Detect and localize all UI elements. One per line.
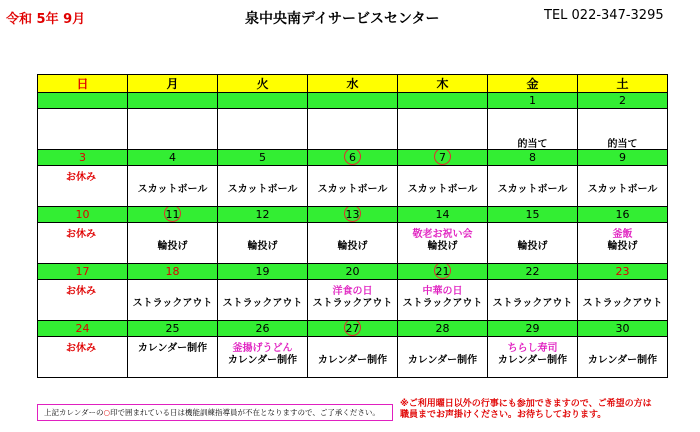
date-cell	[488, 207, 578, 223]
activity-label: カレンダー制作	[407, 355, 478, 366]
activity-cell	[38, 223, 128, 264]
legend-suffix: 印で囲まれている日は機能訓練指導員が不在となりますので、ご了承ください。	[110, 408, 380, 417]
date-cell	[218, 150, 308, 166]
weekday-header: 金	[488, 75, 578, 93]
date-cell	[578, 93, 668, 109]
date-number: 14	[435, 208, 450, 221]
date-cell	[38, 264, 128, 280]
activity-row	[38, 223, 668, 264]
date-cell	[398, 264, 488, 280]
activity-cell	[398, 109, 488, 150]
activity-label: スカットボール	[497, 184, 568, 195]
activity-cell	[128, 280, 218, 321]
activity-label: カレンダー制作	[227, 355, 298, 366]
closed-label: お休み	[66, 343, 96, 354]
date-cell	[398, 207, 488, 223]
activity-cell	[398, 280, 488, 321]
activity-label: スカットボール	[317, 184, 388, 195]
activity-label: スカットボール	[587, 184, 658, 195]
activity-label: ストラックアウト	[222, 298, 303, 309]
date-cell	[488, 264, 578, 280]
activity-label: スカットボール	[227, 184, 298, 195]
date-cell	[398, 93, 488, 109]
date-cell	[488, 150, 578, 166]
activity-cell	[38, 166, 128, 207]
activity-label: ストラックアウト	[402, 298, 483, 309]
weekday-header: 土	[578, 75, 668, 93]
circled-date-number: 7	[434, 150, 451, 166]
activity-cell	[308, 280, 398, 321]
date-cell	[488, 321, 578, 337]
activity-cell	[578, 166, 668, 207]
calendar-table	[37, 74, 668, 378]
event-label: 中華の日	[422, 286, 463, 297]
date-number: 22	[525, 265, 540, 278]
date-cell	[308, 93, 398, 109]
activity-label: 的当て	[517, 139, 548, 150]
date-cell	[38, 93, 128, 109]
date-cell	[488, 93, 578, 109]
activity-cell	[488, 337, 578, 378]
date-number: 1	[529, 94, 536, 107]
activity-cell	[128, 337, 218, 378]
activity-cell	[578, 223, 668, 264]
date-number: 8	[529, 151, 536, 164]
activity-cell	[308, 223, 398, 264]
activity-cell	[488, 223, 578, 264]
circle-mark-icon: ○	[103, 408, 111, 417]
closed-label: お休み	[66, 286, 96, 297]
activity-cell	[398, 166, 488, 207]
date-cell	[218, 207, 308, 223]
activity-label: カレンダー制作	[587, 355, 658, 366]
date-cell	[128, 321, 218, 337]
date-number: 2	[619, 94, 626, 107]
participation-note-line2: 職員までお声掛けください。お待ちしております。	[400, 410, 607, 420]
date-number: 24	[75, 322, 90, 335]
activity-label: スカットボール	[137, 184, 208, 195]
activity-cell	[488, 109, 578, 150]
activity-label: カレンダー制作	[497, 355, 568, 366]
activity-row	[38, 109, 668, 150]
date-cell	[578, 150, 668, 166]
date-cell	[398, 150, 488, 166]
activity-cell	[578, 337, 668, 378]
date-cell	[308, 150, 398, 166]
date-number: 9	[619, 151, 626, 164]
activity-cell	[218, 337, 308, 378]
activity-cell	[398, 337, 488, 378]
date-cell	[128, 207, 218, 223]
date-number: 17	[75, 265, 90, 278]
activity-cell	[308, 166, 398, 207]
activity-cell	[128, 166, 218, 207]
event-label: 釜揚げうどん	[232, 343, 293, 354]
participation-note-line1: ※ご利用曜日以外の行事にも参加できますので、ご希望の方は	[400, 399, 652, 409]
activity-label: 輪投げ	[427, 241, 458, 252]
date-number: 15	[525, 208, 540, 221]
circled-date-number: 13	[344, 207, 361, 223]
date-row	[38, 207, 668, 223]
activity-cell	[218, 223, 308, 264]
date-number: 20	[345, 265, 360, 278]
activity-label: 輪投げ	[157, 241, 188, 252]
date-cell	[218, 264, 308, 280]
date-number: 16	[615, 208, 630, 221]
activity-cell	[398, 223, 488, 264]
date-number: 29	[525, 322, 540, 335]
date-number: 23	[615, 265, 630, 278]
activity-label: 輪投げ	[337, 241, 368, 252]
date-number: 18	[165, 265, 180, 278]
date-cell	[398, 321, 488, 337]
weekday-header: 火	[218, 75, 308, 93]
date-number: 12	[255, 208, 270, 221]
activity-row	[38, 280, 668, 321]
date-number: 10	[75, 208, 90, 221]
weekday-header: 月	[128, 75, 218, 93]
date-cell	[578, 207, 668, 223]
date-cell	[128, 264, 218, 280]
date-number: 28	[435, 322, 450, 335]
activity-row	[38, 166, 668, 207]
date-number: 3	[79, 151, 86, 164]
legend-prefix: 上記カレンダーの	[44, 408, 104, 417]
activity-cell	[578, 280, 668, 321]
activity-cell	[38, 280, 128, 321]
phone-number: TEL 022-347-3295	[544, 8, 664, 23]
date-cell	[308, 207, 398, 223]
date-number: 26	[255, 322, 270, 335]
activity-label: 輪投げ	[607, 241, 638, 252]
closed-label: お休み	[66, 172, 96, 183]
date-number: 25	[165, 322, 180, 335]
activity-row	[38, 337, 668, 378]
date-row	[38, 150, 668, 166]
activity-cell	[38, 337, 128, 378]
weekday-header: 日	[38, 75, 128, 93]
calendar-month: 令和 5年 9月	[6, 12, 86, 27]
date-number: 5	[259, 151, 266, 164]
activity-label: ストラックアウト	[582, 298, 663, 309]
date-cell	[218, 321, 308, 337]
activity-label: ストラックアウト	[492, 298, 573, 309]
activity-label: ストラックアウト	[312, 298, 393, 309]
date-cell	[578, 264, 668, 280]
activity-cell	[218, 280, 308, 321]
circled-date-number: 21	[434, 264, 451, 280]
activity-label: 的当て	[607, 139, 638, 150]
event-label: 釜飯	[612, 229, 633, 240]
closed-label: お休み	[66, 229, 96, 240]
activity-cell	[38, 109, 128, 150]
participation-note	[400, 399, 700, 421]
activity-cell	[308, 109, 398, 150]
circle-legend-note	[37, 404, 393, 421]
date-cell	[308, 264, 398, 280]
circled-date-number: 27	[344, 321, 361, 337]
date-row	[38, 321, 668, 337]
page-title: 泉中央南デイサービスセンター	[245, 11, 440, 27]
date-row	[38, 93, 668, 109]
activity-label: カレンダー制作	[137, 343, 208, 354]
circled-date-number: 6	[344, 150, 361, 166]
activity-cell	[578, 109, 668, 150]
date-number: 30	[615, 322, 630, 335]
date-row	[38, 264, 668, 280]
weekday-header: 水	[308, 75, 398, 93]
activity-cell	[488, 166, 578, 207]
activity-cell	[218, 109, 308, 150]
date-cell	[128, 150, 218, 166]
event-label: ちらし寿司	[507, 343, 558, 354]
activity-cell	[308, 337, 398, 378]
activity-cell	[128, 223, 218, 264]
weekday-header: 木	[398, 75, 488, 93]
activity-label: ストラックアウト	[132, 298, 213, 309]
activity-cell	[488, 280, 578, 321]
date-cell	[38, 321, 128, 337]
activity-label: カレンダー制作	[317, 355, 388, 366]
date-cell	[38, 207, 128, 223]
activity-label: 輪投げ	[247, 241, 278, 252]
event-label: 敬老お祝い会	[412, 229, 473, 240]
date-cell	[308, 321, 398, 337]
date-cell	[128, 93, 218, 109]
date-cell	[578, 321, 668, 337]
date-cell	[38, 150, 128, 166]
date-number: 19	[255, 265, 270, 278]
event-label: 洋食の日	[332, 286, 373, 297]
activity-label: スカットボール	[407, 184, 478, 195]
weekday-header-row	[38, 75, 668, 93]
date-number: 4	[169, 151, 176, 164]
activity-label: 輪投げ	[517, 241, 548, 252]
activity-cell	[128, 109, 218, 150]
activity-cell	[218, 166, 308, 207]
circled-date-number: 11	[164, 207, 181, 223]
date-cell	[218, 93, 308, 109]
